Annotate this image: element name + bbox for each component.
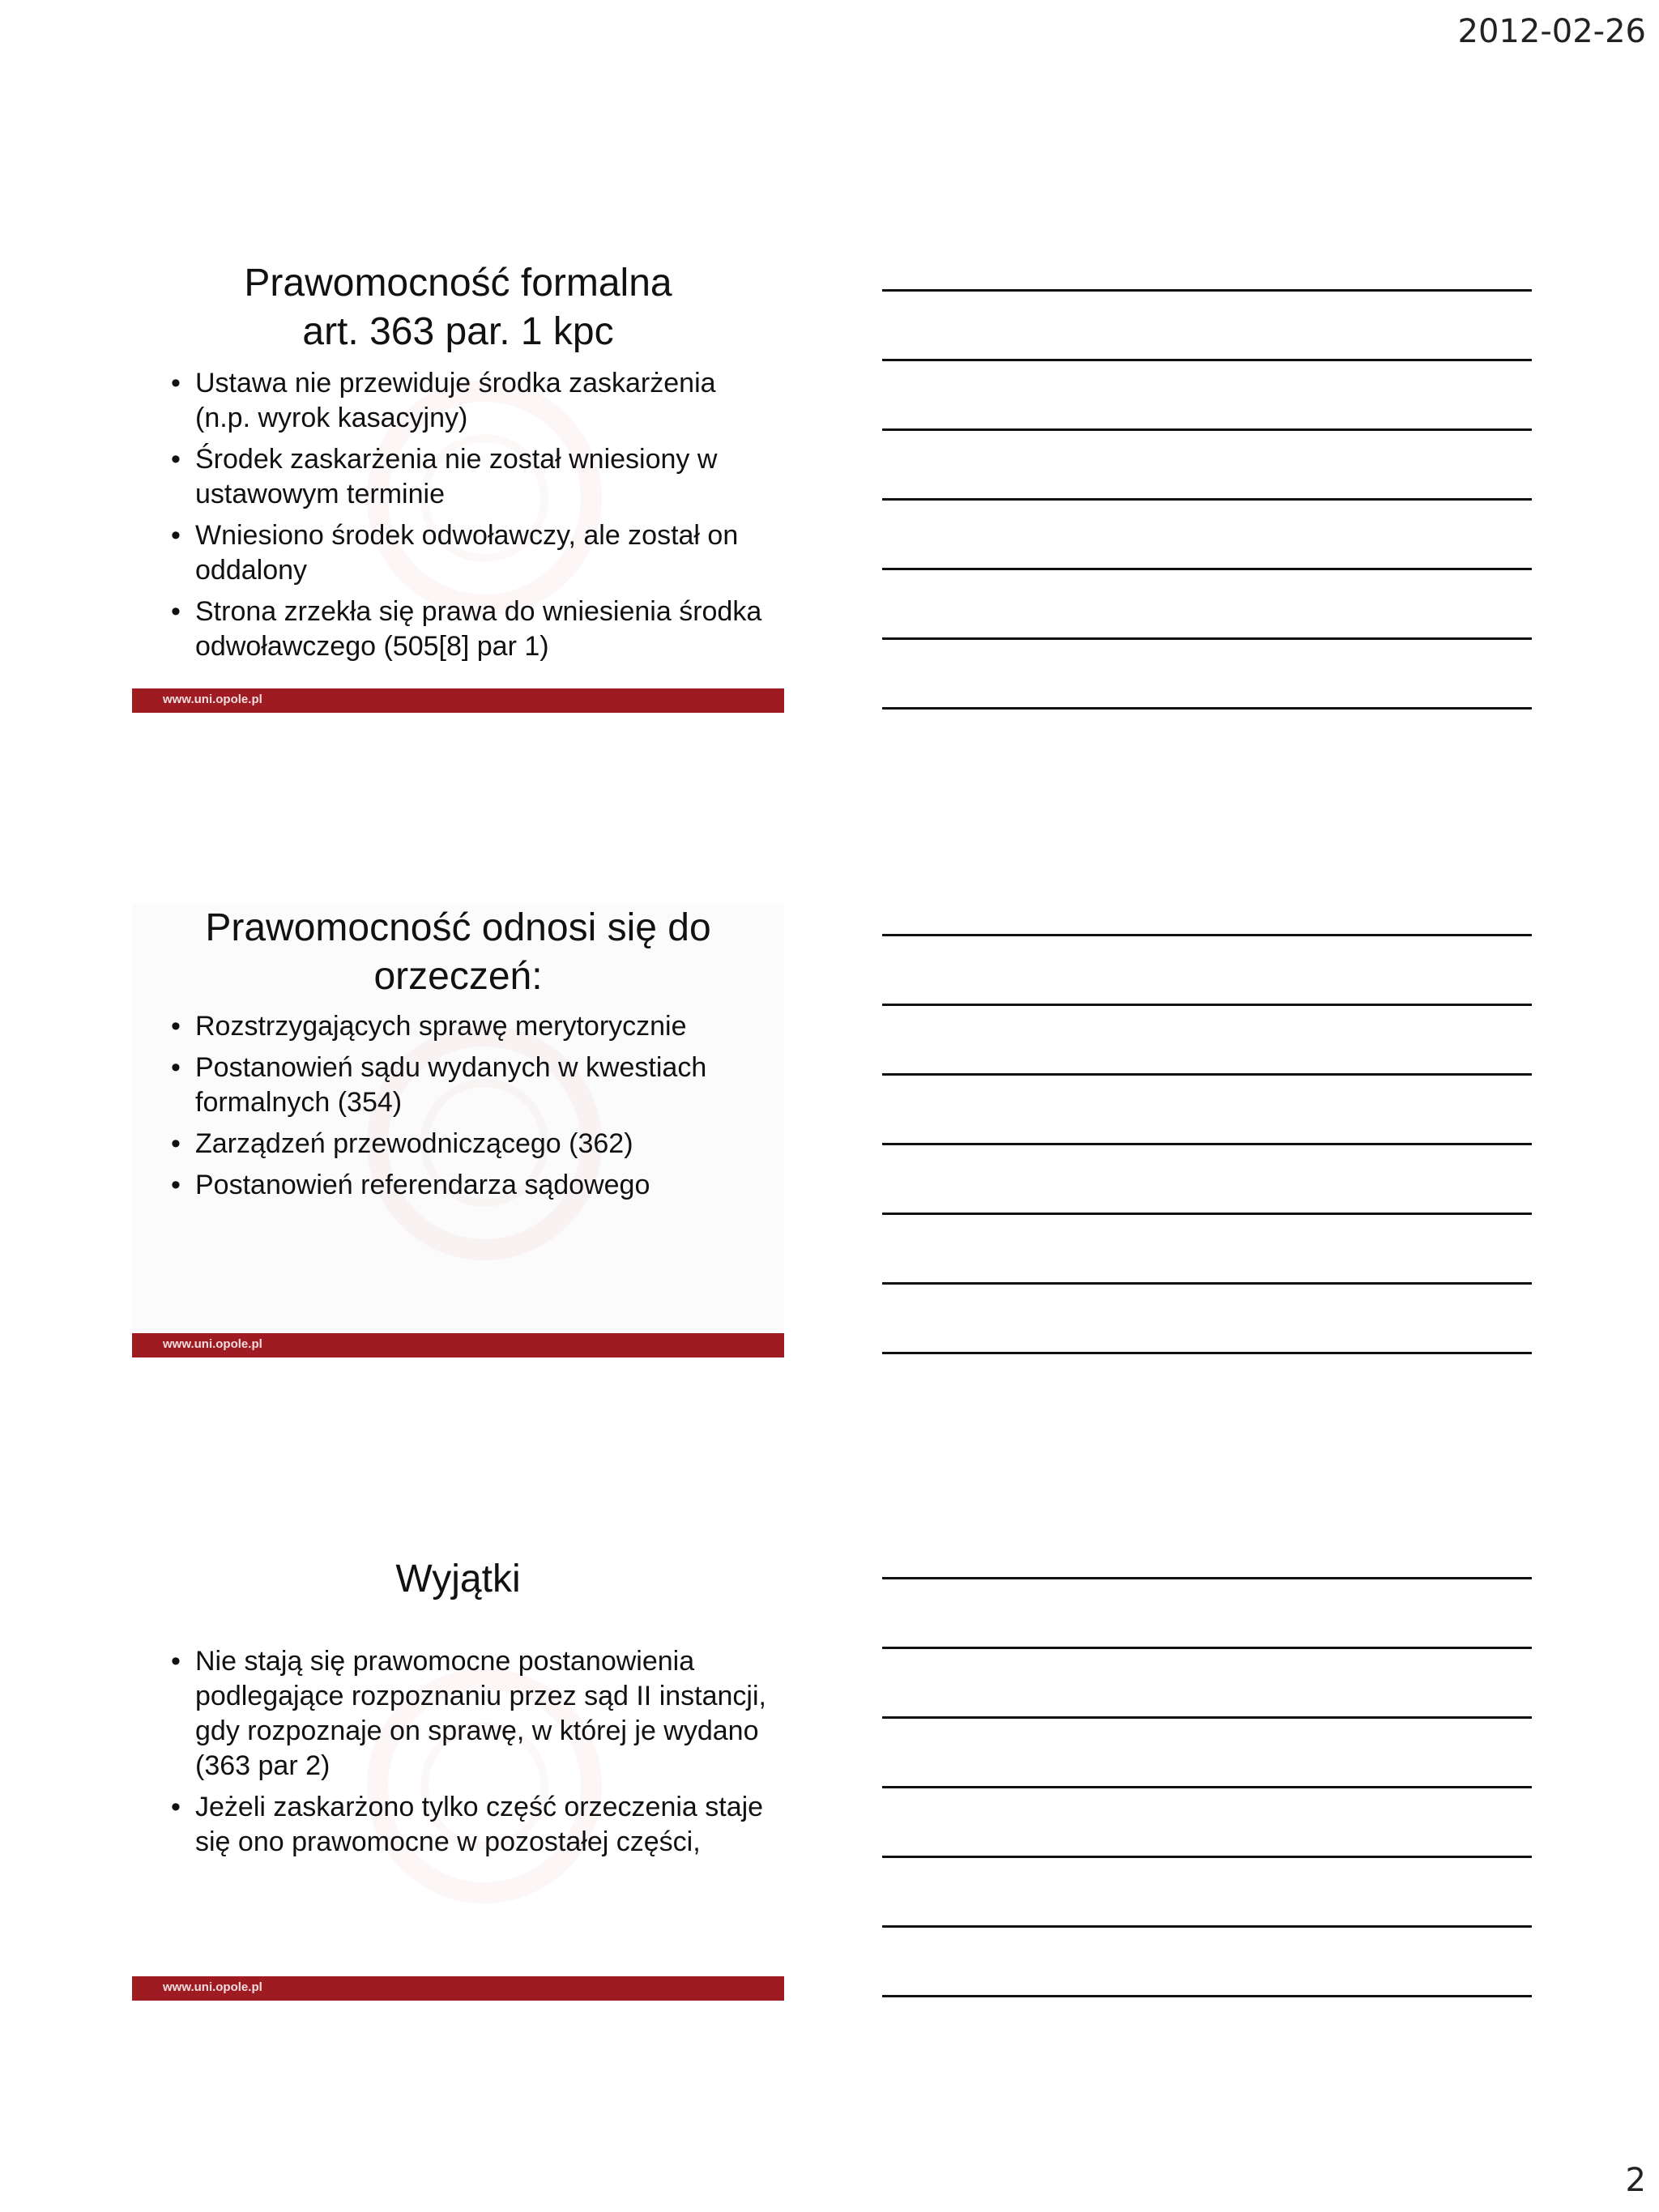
footer-url: www.uni.opole.pl: [163, 1980, 262, 1994]
bullet-list: [171, 1644, 768, 1866]
note-line: [882, 1647, 1532, 1649]
bullet-list: [171, 1009, 768, 1209]
bullet-item: • Postanowień sądu wydanych w kwestiach formalnych (354): [171, 1051, 768, 1120]
note-line: [882, 1282, 1532, 1285]
bullet-item: • Rozstrzygających sprawę merytorycznie: [171, 1009, 768, 1044]
note-line: [882, 1352, 1532, 1354]
slide-footer-bar: [132, 1976, 784, 2001]
note-line: [882, 1143, 1532, 1145]
note-line: [882, 1716, 1532, 1719]
footer-url: www.uni.opole.pl: [163, 1337, 262, 1351]
slide-title-line: Prawomocność odnosi się do: [205, 906, 711, 949]
bullet-item: • Wniesiono środek odwoławczy, ale został on oddalony: [171, 518, 768, 588]
bullet-item: • Nie stają się prawomocne postanowienia podlegające rozpoznaniu przez sąd II instancji, gdy rozpoznaje on sprawę, w której je wydano (363 par 2): [171, 1644, 768, 1784]
bullet-list: [171, 366, 768, 671]
bullet-item: • Strona zrzekła się prawa do wniesienia środka odwoławczego (505[8] par 1): [171, 595, 768, 664]
bullet-item: • Zarządzeń przewodniczącego (362): [171, 1127, 768, 1161]
note-line: [882, 1995, 1532, 1997]
slide-footer-bar: [132, 1333, 784, 1357]
note-line: [882, 498, 1532, 501]
note-line: [882, 1577, 1532, 1579]
bullet-item: • Jeżeli zaskarżono tylko część orzeczenia staje się ono prawomocne w pozostałej części,: [171, 1790, 768, 1860]
bullet-item: • Ustawa nie przewiduje środka zaskarżenia (n.p. wyrok kasacyjny): [171, 366, 768, 436]
note-line: [882, 568, 1532, 570]
note-line: [882, 1213, 1532, 1215]
slide-title-line: Wyjątki: [395, 1558, 521, 1600]
note-line: [882, 1004, 1532, 1006]
page-date: 2012-02-26: [1457, 13, 1646, 50]
slide-title-line: orzeczeń:: [373, 955, 543, 998]
bullet-item: • Środek zaskarżenia nie został wniesiony w ustawowym terminie: [171, 442, 768, 512]
slide-1: [132, 259, 784, 713]
note-line: [882, 1925, 1532, 1928]
footer-url: www.uni.opole.pl: [163, 693, 262, 706]
slide-title: [148, 904, 768, 1001]
note-line: [882, 707, 1532, 710]
note-line: [882, 1856, 1532, 1858]
note-line: [882, 1786, 1532, 1788]
slide-title: [148, 259, 768, 356]
slide-title: [148, 1555, 768, 1604]
note-line: [882, 1073, 1532, 1076]
bullet-item: • Postanowień referendarza sądowego: [171, 1168, 768, 1203]
note-line: [882, 428, 1532, 431]
note-line: [882, 934, 1532, 936]
slide-title-line: Prawomocność formalna: [244, 262, 672, 305]
slide-title-line: art. 363 par. 1 kpc: [302, 310, 614, 353]
note-line: [882, 359, 1532, 361]
slide-2: [132, 904, 784, 1357]
page-number: 2: [1625, 2162, 1646, 2199]
slide-3: [132, 1547, 784, 2001]
note-line: [882, 637, 1532, 640]
note-line: [882, 289, 1532, 292]
slide-footer-bar: [132, 688, 784, 713]
